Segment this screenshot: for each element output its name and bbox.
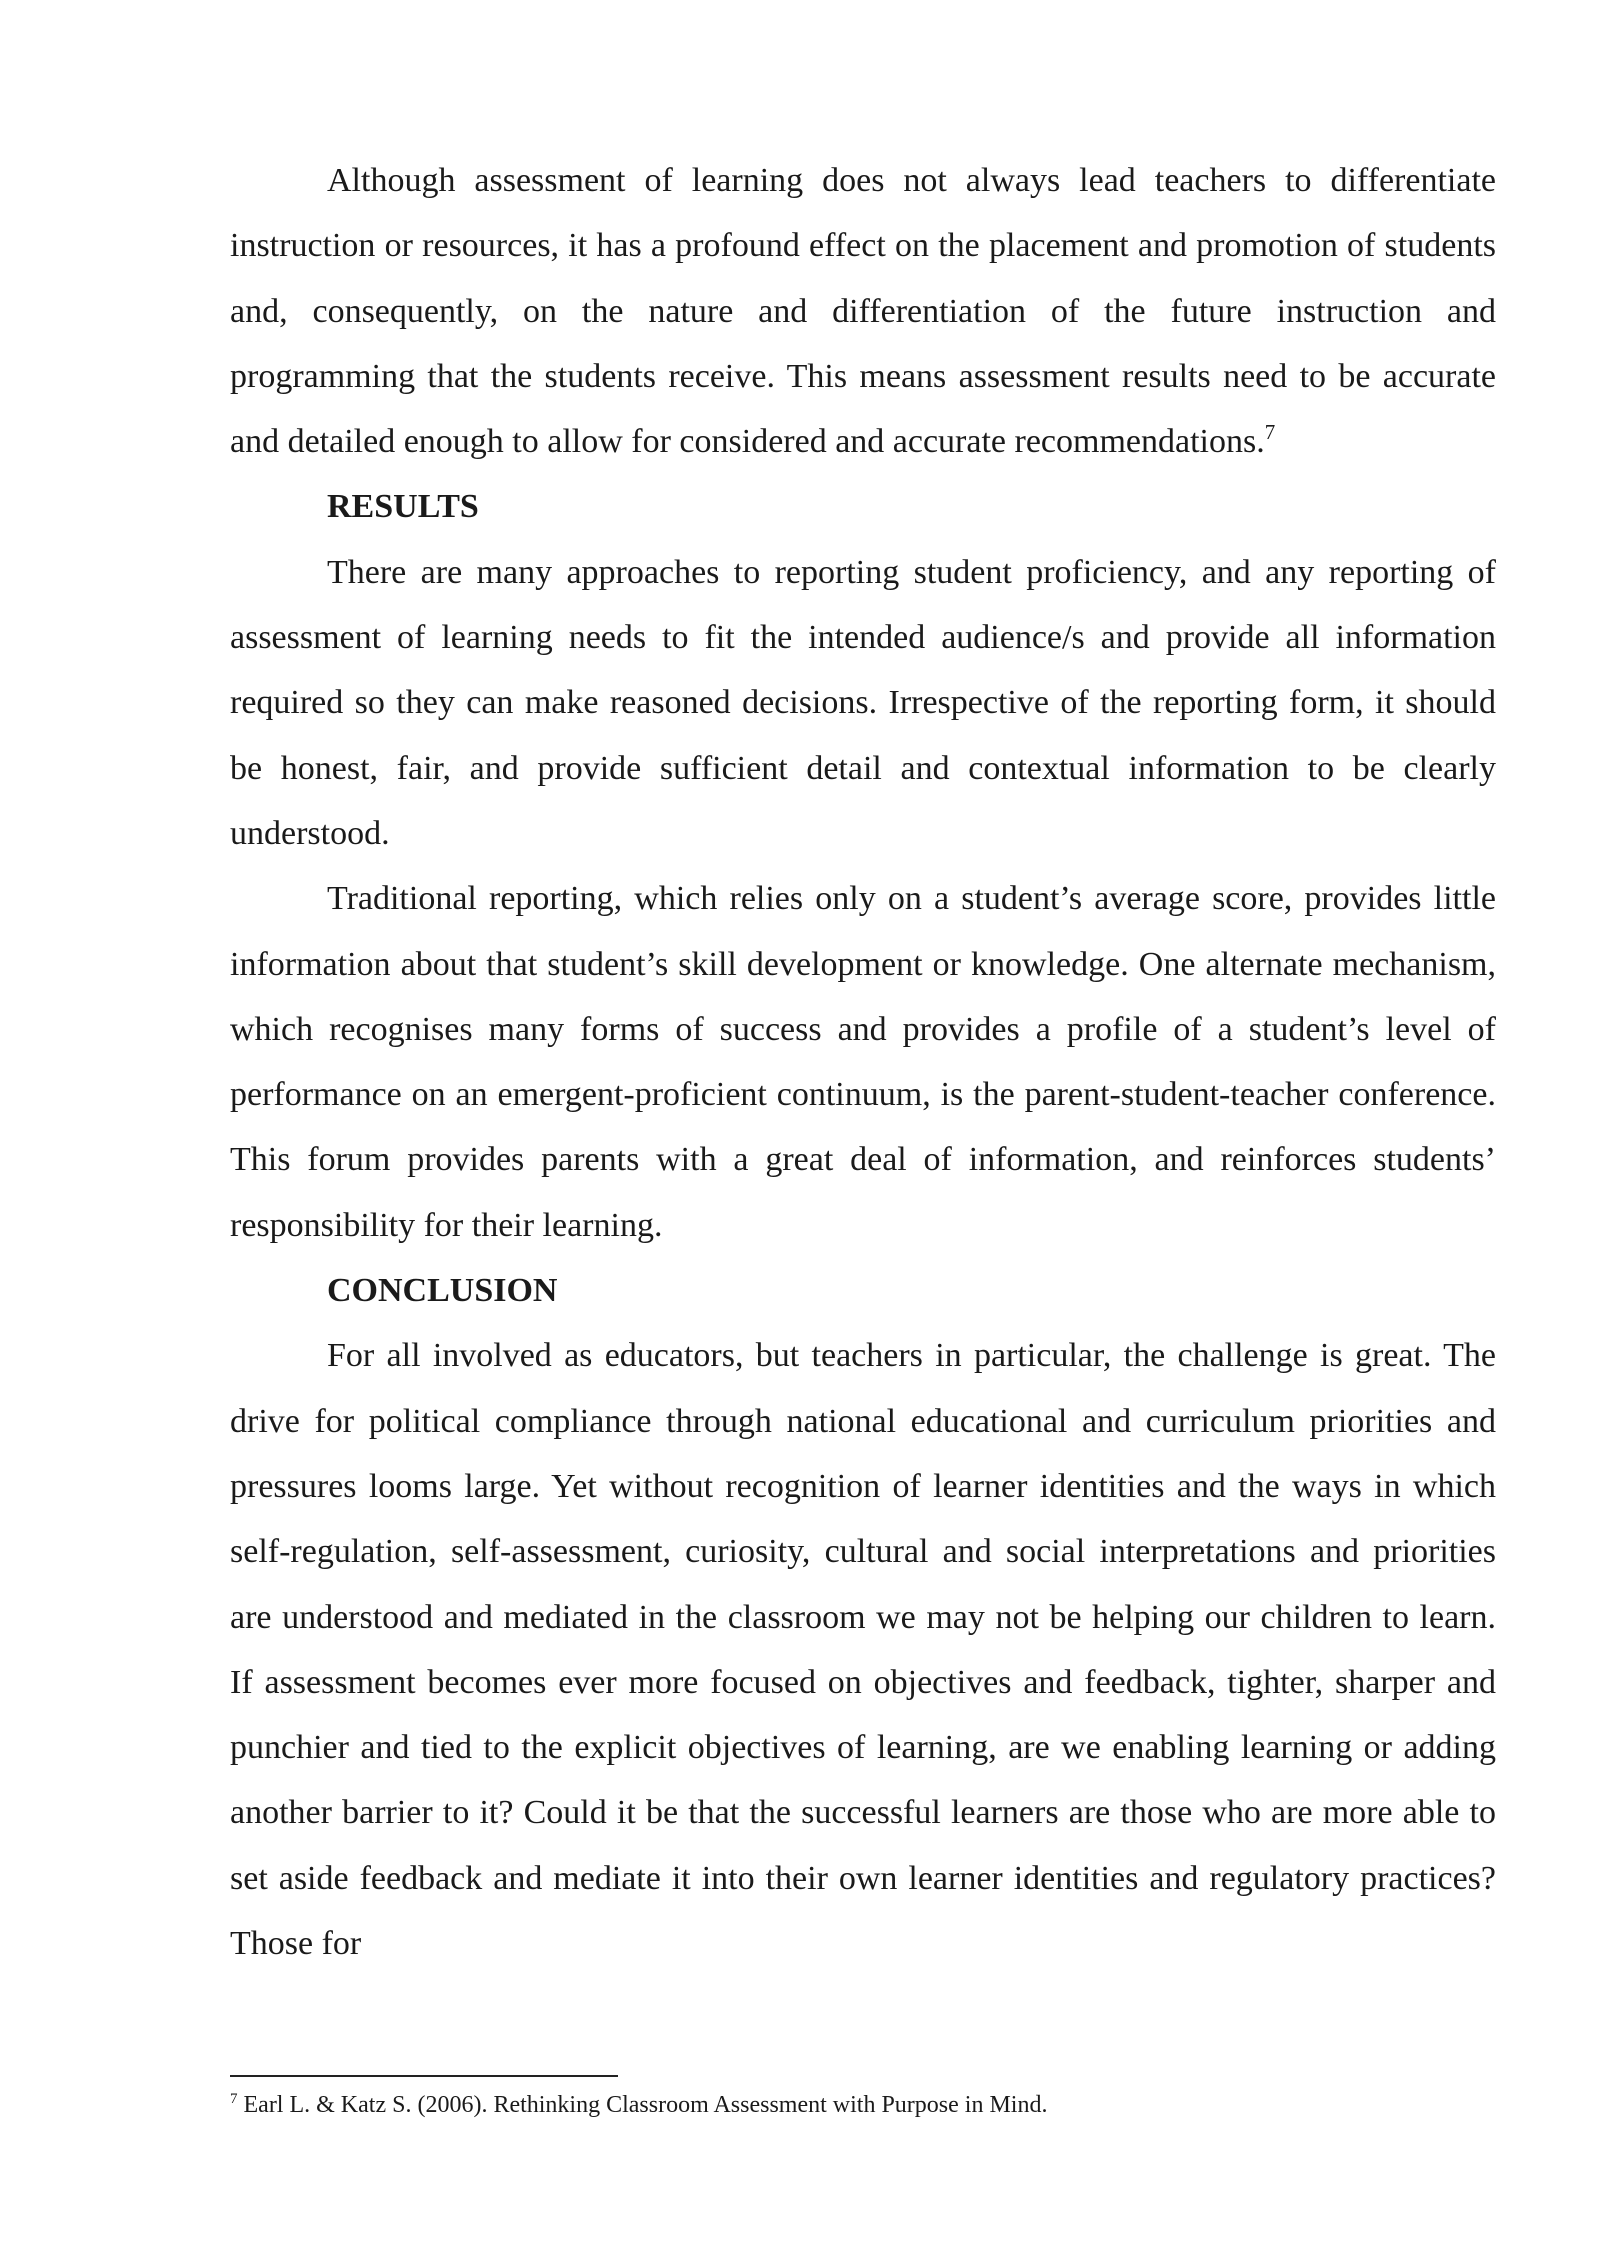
paragraph-assessment-of-learning	[230, 148, 1496, 474]
paragraph-traditional-reporting: Traditional reporting, which relies only on a student’s average score, provides little information about that student’s skill development or knowledge. One alternate mechanism, which recognises many forms of success and provides a profile of a student’s level of performance on an emergent-proficient continuum, is the parent-student-teacher conference. This forum provides parents with a great deal of information, and reinforces students’ responsibility for their learning.	[230, 880, 1496, 1244]
footnote-text: Earl L. & Katz S. (2006). Rethinking Classroom Assessment with Purpose in Mind.	[243, 2092, 1048, 2118]
footnote-number: 7	[230, 2091, 238, 2107]
paragraph-conclusion: For all involved as educators, but teachers in particular, the challenge is great. The drive for political compliance through national educational and curriculum priorities and pressures looms large. Yet without recognition of learner identities and the ways in which self-regulation, self-assessment, curiosity, cultural and social interpretations and priorities are understood and mediated in the classroom we may not be helping our children to learn. If assessment becomes ever more focused on objectives and feedback, tighter, sharper and punchier and tied to the explicit objectives of learning, are we enabling learning or adding another barrier to it? Could it be that the successful learners are those who are more able to set aside feedback and mediate it into their own learner identities and regulatory practices? Those for	[230, 1337, 1496, 1963]
heading-conclusion: CONCLUSION	[327, 1272, 558, 1310]
heading-results: RESULTS	[327, 488, 479, 526]
footnote-7	[230, 2090, 1496, 2120]
document-body	[230, 148, 1496, 1976]
paragraph-reporting-approaches: There are many approaches to reporting student proficiency, and any reporting of assessment of learning needs to fit the intended audience/s and provide all information required so they can make reasoned decisions. Irrespective of the reporting form, it should be honest, fair, and provide sufficient detail and contextual information to be clearly understood.	[230, 553, 1496, 852]
footnote-reference-7: 7	[1264, 420, 1276, 445]
paragraph-1-text: Although assessment of learning does not always lead teachers to differentiate instruction or resources, it has a profound effect on the placement and promotion of students and, consequently, on the nature and differentiation of the future instruction and programming that the students receive. This means assessment results need to be accurate and detailed enough to allow for considered and accurate recommendations.	[230, 162, 1496, 461]
footnote-separator	[230, 2075, 618, 2077]
